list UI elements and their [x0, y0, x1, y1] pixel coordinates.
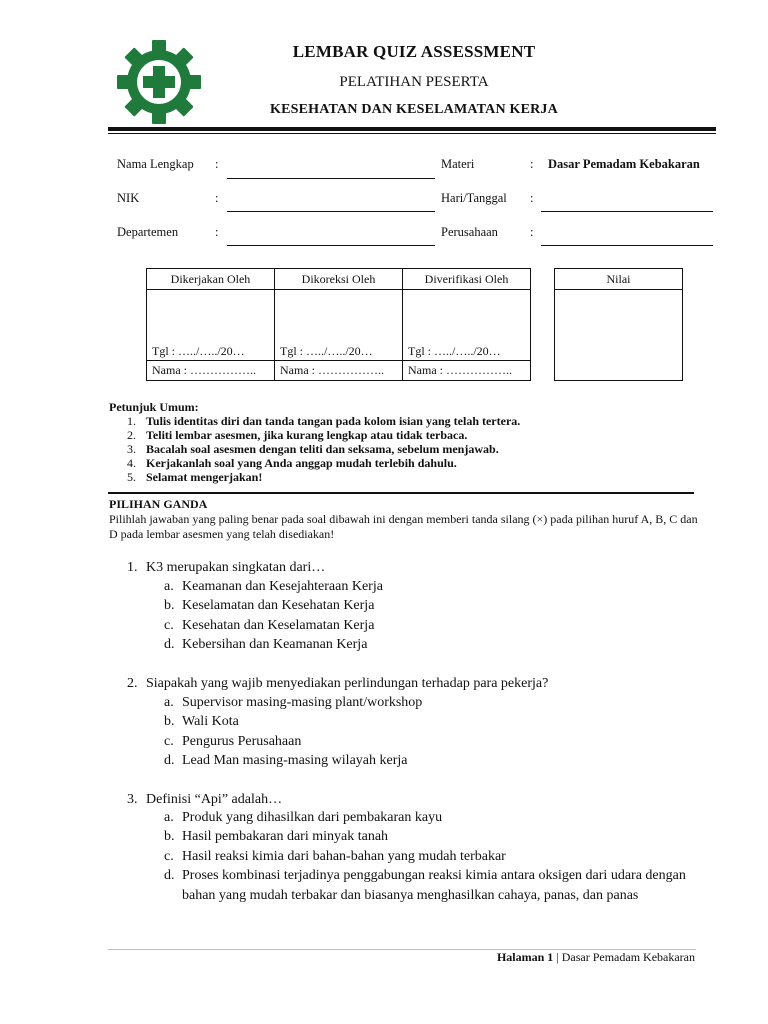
materi-value: Dasar Pemadam Kebakaran [548, 157, 700, 171]
k3-gear-cross-logo [115, 38, 203, 126]
nama-field[interactable] [227, 178, 435, 179]
nama-label: Nama Lengkap [117, 157, 194, 171]
option-text: Wali Kota [182, 714, 239, 729]
option-text: Keamanan dan Kesejahteraan Kerja [182, 579, 383, 594]
nama-field-dikoreksi[interactable]: Nama : …………….. [275, 361, 403, 381]
option-text: Lead Man masing-masing wilayah kerja [182, 753, 408, 768]
colon: : [215, 191, 219, 205]
tgl-field: Tgl : …../…../20… [152, 344, 245, 358]
nik-label: NIK [117, 191, 140, 205]
option-letter: b. [164, 714, 175, 729]
option-text: Kebersihan dan Keamanan Kerja [182, 637, 368, 652]
column-header-dikoreksi: Dikoreksi Oleh [275, 269, 403, 290]
option-letter: a. [164, 810, 174, 825]
hari-tanggal-field[interactable] [541, 211, 713, 212]
document-subtitle: PELATIHAN PESERTA [339, 74, 489, 90]
section-divider [108, 492, 694, 494]
option-text: Proses kombinasi terjadinya penggabungan reaksi kimia antara oksigen dari udara dengan bahan yang mudah terbakar dan biasanya menghasilkan cahaya, panas, dan panas [182, 868, 686, 903]
option-letter: b. [164, 829, 175, 844]
petunjuk-number: 1. [127, 414, 136, 428]
petunjuk-item: Bacalah soal asesmen dengan teliti dan seksama, sebelum menjawab. [146, 442, 499, 456]
signature-box-diverifikasi[interactable] [403, 290, 531, 361]
tgl-field: Tgl : …../…../20… [408, 344, 501, 358]
page-number: Halaman 1 [496, 950, 554, 964]
option-text: Produk yang dihasilkan dari pembakaran kayu [182, 810, 443, 825]
petunjuk-item: Kerjakanlah soal yang Anda anggap mudah terlebih dahulu. [146, 456, 457, 470]
petunjuk-number: 5. [127, 470, 136, 484]
option-letter: b. [164, 598, 175, 613]
document-title: LEMBAR QUIZ ASSESSMENT [292, 42, 536, 61]
nama-field-dikerjakan[interactable]: Nama : …………….. [147, 361, 275, 381]
page-footer [497, 950, 695, 965]
document-subject: KESEHATAN DAN KESELAMATAN KERJA [270, 102, 558, 117]
nilai-label: Nilai [555, 269, 682, 290]
option-text: Pengurus Perusahaan [182, 734, 302, 749]
column-header-dikerjakan: Dikerjakan Oleh [147, 269, 275, 290]
perusahaan-field[interactable] [541, 245, 713, 246]
petunjuk-number: 3. [127, 442, 136, 456]
option-letter: c. [164, 618, 174, 633]
option-letter: a. [164, 695, 174, 710]
option-text: Keselamatan dan Kesehatan Kerja [182, 598, 375, 613]
colon: : [530, 157, 534, 171]
petunjuk-item: Tulis identitas diri dan tanda tangan pada kolom isian yang telah tertera. [146, 414, 521, 428]
petunjuk-item: Selamat mengerjakan! [146, 470, 263, 484]
option-letter: c. [164, 849, 174, 864]
option-text: Hasil pembakaran dari minyak tanah [182, 829, 389, 844]
option-text: Supervisor masing-masing plant/workshop [182, 695, 423, 710]
materi-label: Materi [441, 157, 475, 171]
signature-table [146, 268, 531, 381]
question-number: 3. [127, 792, 138, 807]
hari-tanggal-label: Hari/Tanggal [441, 191, 507, 205]
option-letter: d. [164, 868, 175, 883]
option-letter: d. [164, 753, 175, 768]
signature-box-dikerjakan[interactable] [147, 290, 275, 361]
question-number: 1. [127, 560, 138, 575]
nilai-box[interactable] [554, 268, 683, 381]
header-rule-thick [108, 127, 716, 131]
departemen-label: Departemen [117, 225, 179, 239]
question-number: 2. [127, 676, 138, 691]
perusahaan-label: Perusahaan [441, 225, 498, 239]
question-text: K3 merupakan singkatan dari… [146, 560, 326, 575]
question-text: Definisi “Api” adalah… [146, 792, 283, 807]
option-letter: a. [164, 579, 174, 594]
tgl-field: Tgl : …../…../20… [280, 344, 373, 358]
petunjuk-number: 4. [127, 456, 136, 470]
petunjuk-item: Teliti lembar asesmen, jika kurang lengkap atau tidak terbaca. [146, 428, 468, 442]
question-text: Siapakah yang wajib menyediakan perlindungan terhadap para pekerja? [146, 676, 549, 691]
petunjuk-heading: Petunjuk Umum: [109, 400, 199, 414]
nik-field[interactable] [227, 211, 435, 212]
column-header-diverifikasi: Diverifikasi Oleh [403, 269, 531, 290]
signature-box-dikoreksi[interactable] [275, 290, 403, 361]
colon: : [530, 225, 534, 239]
option-letter: c. [164, 734, 174, 749]
option-text: Hasil reaksi kimia dari bahan-bahan yang mudah terbakar [182, 849, 506, 864]
option-letter: d. [164, 637, 175, 652]
footer-separator: | [556, 950, 559, 964]
colon: : [530, 191, 534, 205]
header-rule-thin [108, 133, 716, 134]
petunjuk-number: 2. [127, 428, 136, 442]
colon: : [215, 157, 219, 171]
section-heading: PILIHAN GANDA [109, 497, 208, 511]
departemen-field[interactable] [227, 245, 435, 246]
colon: : [215, 225, 219, 239]
option-text: Kesehatan dan Keselamatan Kerja [182, 618, 375, 633]
section-description: Pilihlah jawaban yang paling benar pada soal dibawah ini dengan memberi tanda silang (×) pada pilihan huruf A, B, C dan D pada lembar asesmen yang telah disediakan! [109, 512, 698, 541]
nama-field-diverifikasi[interactable]: Nama : …………….. [403, 361, 531, 381]
footer-doc-name: Dasar Pemadam Kebakaran [561, 950, 695, 964]
